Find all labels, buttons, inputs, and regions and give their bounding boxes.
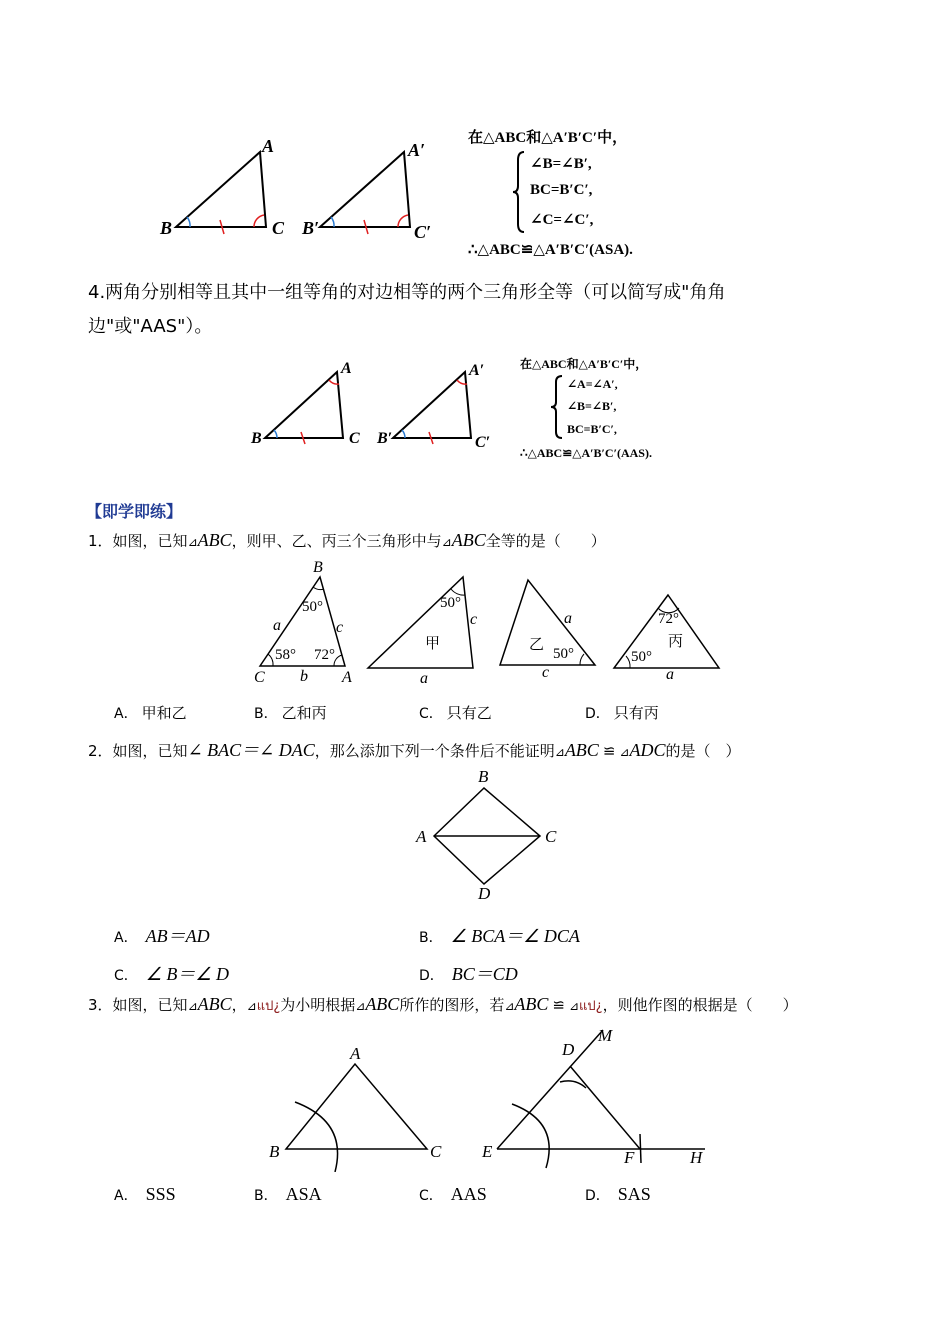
q2-mid: ，那么添加下列一个条件后不能证明	[314, 742, 555, 760]
angle-c2-arc	[398, 215, 408, 227]
label-b-prime: B′	[377, 430, 393, 447]
q3-stem	[88, 994, 798, 1016]
q2-option-a[interactable]	[114, 922, 210, 948]
triangle-symbol: ⊿	[355, 999, 366, 1013]
jia-label-a: a	[420, 670, 428, 687]
main-label-a: A	[342, 669, 352, 686]
q1-post: 全等的是（ ）	[485, 532, 606, 550]
jia-name: 甲	[425, 634, 441, 652]
triangle-abc	[176, 152, 266, 227]
option-key: B．	[254, 706, 278, 722]
proof-line-3: ∠B=∠B′,	[567, 399, 617, 413]
option-text: 甲和乙	[141, 704, 187, 722]
q3-option-b[interactable]	[254, 1184, 322, 1205]
angle-b-arc	[187, 217, 190, 227]
label-e: E	[482, 1142, 493, 1161]
proof-line-4: BC=B′C′,	[567, 422, 617, 436]
q1-option-a[interactable]	[114, 702, 187, 723]
proof-line-1: 在△ABC和△A′B′C′中，	[520, 357, 648, 371]
practice-heading: 【即学即练】	[86, 502, 183, 521]
yi-name: 乙	[529, 635, 545, 653]
angle-c-arc	[254, 215, 264, 227]
q2-post: 的是（ ）	[665, 742, 741, 760]
option-text: SAS	[617, 1184, 651, 1204]
option-text: 只有乙	[446, 704, 492, 722]
triangle-symbol: ⊿	[568, 999, 580, 1013]
main-angle-a-value: 72°	[314, 647, 335, 663]
q3-option-c[interactable]	[419, 1184, 487, 1205]
option-text: ∠ B＝∠ D	[145, 964, 230, 984]
label-a-prime: A′	[408, 140, 426, 160]
option-text: AB＝AD	[145, 926, 210, 946]
option-text: BC＝CD	[451, 964, 518, 984]
triangle-a2b2c2	[320, 152, 410, 227]
bing-label-a: a	[666, 666, 674, 683]
section4-line-1: 4.两角分别相等且其中一组等角的对边相等的两个三角形全等（可以简写成"角角	[88, 282, 726, 303]
triangle-symbol: ⊿	[187, 999, 198, 1013]
option-key: A．	[114, 706, 138, 722]
main-label-a-side: a	[273, 617, 281, 634]
q2-option-c[interactable]	[114, 960, 229, 986]
proof-line-1: 在△ABC和△A′B′C′中，	[468, 130, 628, 146]
label-c: C	[349, 430, 360, 447]
triangle-symbol: ⊿	[554, 745, 565, 759]
label-c-prime: C′	[475, 434, 491, 451]
proof-brace	[550, 374, 564, 440]
main-angle-c-value: 58°	[275, 647, 296, 663]
q3-abc-3: ABC	[514, 994, 549, 1014]
option-key: B．	[254, 1188, 278, 1204]
bing-name: 丙	[668, 632, 684, 650]
option-text: ASA	[285, 1184, 322, 1204]
arc-d	[560, 1081, 586, 1088]
label-d: D	[562, 1040, 575, 1059]
q1-num: 1．	[88, 532, 113, 550]
q1-option-c[interactable]	[419, 702, 492, 723]
q3-option-a[interactable]	[114, 1184, 176, 1205]
label-b: B	[160, 218, 173, 238]
option-text: AAS	[450, 1184, 487, 1204]
label-m: M	[598, 1026, 613, 1045]
triangle-symbol: ⊿	[441, 535, 452, 549]
q2-option-b[interactable]	[419, 922, 580, 948]
yi-label-c: c	[542, 664, 550, 681]
q3-comma: ，	[231, 996, 247, 1014]
triangle-abc	[286, 1064, 427, 1149]
q2-pre: 如图，已知	[112, 742, 188, 760]
q1-abc: ABC	[197, 530, 232, 550]
proof-brace	[512, 150, 526, 234]
jia-angle-value: 50°	[440, 595, 461, 611]
proof-line-2: ∠B=∠B′,	[530, 156, 592, 172]
label-f: F	[624, 1148, 635, 1167]
asa-triangles	[150, 120, 450, 250]
option-key: A．	[114, 930, 138, 946]
proof-line-3: BC=B′C′,	[530, 182, 593, 198]
main-label-b-side: b	[300, 668, 308, 685]
main-angle-b-value: 50°	[302, 599, 323, 615]
figure-aas	[245, 352, 695, 467]
label-h: H	[690, 1148, 703, 1167]
label-b-prime: B′	[302, 218, 320, 238]
q2-abc: ABC	[564, 740, 599, 760]
yi-angle-value: 50°	[553, 646, 574, 662]
q1-option-b[interactable]	[254, 702, 327, 723]
q2-condition: ∠ BAC＝∠ DAC	[187, 740, 315, 760]
q3-garbled-1: แป¿	[256, 999, 281, 1014]
option-key: A．	[114, 1188, 138, 1204]
congruent-symbol: ≌	[552, 996, 565, 1014]
bing-triangle	[614, 595, 719, 668]
label-c: C	[272, 218, 285, 238]
label-a: A	[350, 1044, 361, 1063]
label-b: B	[478, 767, 489, 786]
main-angle-c	[268, 654, 273, 666]
main-label-c-side: c	[336, 619, 344, 636]
q1-pre: 如图，已知	[112, 532, 188, 550]
label-c-prime: C′	[414, 222, 432, 242]
triangle-symbol: ⊿	[187, 535, 198, 549]
label-a: A	[262, 136, 275, 156]
q1-stem	[88, 530, 606, 551]
option-text: 只有丙	[613, 704, 659, 722]
option-key: C．	[419, 1188, 443, 1204]
q3-mid2: 所作的图形，若	[399, 996, 505, 1014]
arc-e	[512, 1104, 549, 1168]
label-c: C	[545, 827, 557, 846]
ray-em	[497, 1030, 603, 1149]
option-key: C．	[419, 706, 443, 722]
option-text: ∠ BCA＝∠ DCA	[450, 926, 580, 946]
section4-line-2: 边"或"AAS"）。	[88, 316, 213, 337]
proof-line-2: ∠A=∠A′,	[567, 377, 618, 391]
q1-mid: ，则甲、乙、丙三个三角形中与	[231, 532, 442, 550]
jia-label-c: c	[470, 611, 478, 628]
q1-figure	[240, 555, 740, 695]
congruent-symbol: ≌	[602, 742, 616, 760]
option-key: D．	[585, 706, 610, 722]
proof-line-4: ∠C=∠C′,	[530, 212, 594, 228]
angle-b2-arc	[402, 430, 405, 438]
q2-adc: ADC	[629, 740, 666, 760]
label-a-prime: A′	[469, 362, 485, 379]
bing-angle-left-value: 50°	[631, 649, 652, 665]
angle-b2-arc	[331, 217, 334, 227]
q1-option-d[interactable]	[585, 702, 659, 723]
option-key: C．	[114, 968, 138, 984]
q3-garbled-2: แป¿	[579, 999, 603, 1014]
angle-b-arc	[274, 430, 277, 438]
q3-figure	[260, 1022, 720, 1172]
yi-triangle	[500, 580, 595, 665]
bing-angle-left	[626, 656, 630, 668]
q3-num: 3．	[88, 996, 113, 1014]
q1-abc-2: ABC	[451, 530, 486, 550]
label-d: D	[478, 884, 491, 903]
yi-angle	[580, 654, 584, 665]
arc-f-mark	[640, 1134, 641, 1163]
yi-label-a: a	[564, 610, 572, 627]
q3-pre: 如图，已知	[112, 996, 188, 1014]
q3-abc: ABC	[197, 994, 232, 1014]
proof-line-5: ∴△ABC≌△A′B′C′(AAS).	[520, 446, 652, 460]
label-c: C	[430, 1142, 442, 1161]
q3-mid: 为小明根据	[280, 996, 356, 1014]
triangle-symbol: ⊿	[619, 745, 630, 759]
triangle-symbol: ⊿	[504, 999, 515, 1013]
main-angle-a	[334, 655, 342, 666]
option-key: D．	[585, 1188, 610, 1204]
q2-stem	[88, 736, 740, 762]
q2-option-d[interactable]	[419, 960, 518, 986]
main-label-b: B	[313, 559, 323, 576]
main-label-c: C	[254, 669, 265, 686]
label-a: A	[416, 827, 427, 846]
q3-option-d[interactable]	[585, 1184, 651, 1205]
q2-num: 2．	[88, 742, 113, 760]
segment-df	[570, 1066, 640, 1149]
proof-line-5: ∴△ABC≌△A′B′C′(ASA).	[468, 242, 633, 258]
label-b: B	[269, 1142, 280, 1161]
bing-angle-top-value: 72°	[658, 611, 679, 627]
label-b: B	[251, 430, 262, 447]
jia-triangle	[368, 577, 473, 668]
triangle-symbol: ⊿	[246, 999, 257, 1013]
label-a: A	[341, 360, 352, 377]
option-key: D．	[419, 968, 444, 984]
q3-abc-2: ABC	[365, 994, 400, 1014]
option-key: B．	[419, 930, 443, 946]
q3-post: ，则他作图的根据是（ ）	[602, 996, 798, 1014]
option-text: 乙和丙	[281, 704, 327, 722]
figure-asa	[150, 120, 670, 270]
option-text: SSS	[145, 1184, 176, 1204]
q2-figure	[410, 765, 570, 905]
arc-bc	[295, 1102, 338, 1172]
